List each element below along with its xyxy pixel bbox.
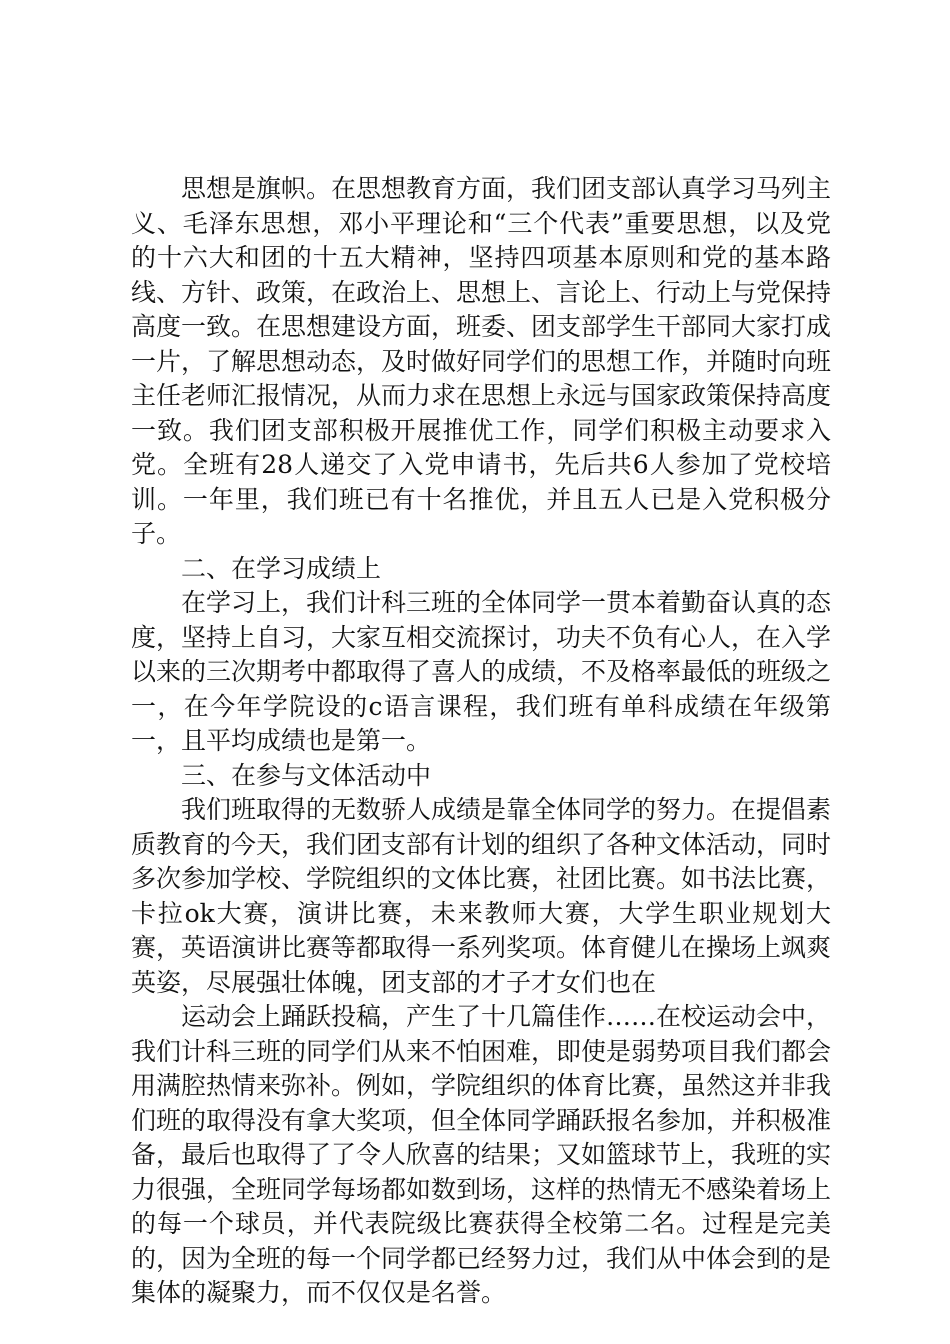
heading-study-results: 二、在学习成绩上 — [181, 553, 382, 583]
paragraph-study: 在学习上，我们计科三班的全体同学一贯本着勤奋认真的态度，坚持上自习，大家互相交流探讨，功夫不负有心人，在入学以来的三次期考中都取得了喜人的成绩，不及格率最低的班级之一，在今年学院设的c语言课程，我们班有单科成绩在年级第一，且平均成绩也是第一。 — [131, 588, 832, 755]
paragraph-ideology: 思想是旗帜。在思想教育方面，我们团支部认真学习马列主义、毛泽东思想，邓小平理论和“三个代表”重要思想，以及党的十六大和团的十五大精神，坚持四项基本原则和党的基本路线、方针、政策，在政治上、思想上、言论上、行动上与党保持高度一致。在思想建设方面，班委、团支部学生干部同大家打成一片，了解思想动态，及时做好同学们的思想工作，并随时向班主任老师汇报情况，从而力求在思想上永远与国家政策保持高度一致。我们团支部积极开展推优工作，同学们积极主动要求入党。全班有28人递交了入党申请书，先后共6人参加了党校培训。一年里，我们班已有十名推优，并且五人已是入党积极分子。 — [131, 174, 832, 548]
paragraph-activities: 我们班取得的无数骄人成绩是靠全体同学的努力。在提倡素质教育的今天，我们团支部有计划的组织了各种文体活动，同时多次参加学校、学院组织的文体比赛，社团比赛。如书法比赛，卡拉ok大赛，演讲比赛，未来教师大赛，大学生职业规划大赛，英语演讲比赛等都取得一系列奖项。体育健儿在操场上飒爽英姿，尽展强壮体魄，团支部的才子才女们也在 — [131, 795, 832, 997]
heading-cultural-sports: 三、在参与文体活动中 — [181, 760, 432, 790]
paragraph-sports-meet: 运动会上踊跃投稿，产生了十几篇佳作……在校运动会中，我们计科三班的同学们从来不怕困难，即使是弱势项目我们都会用满腔热情来弥补。例如，学院组织的体育比赛，虽然这并非我们班的取得没有拿大奖项，但全体同学踊跃报名参加，并积极准备，最后也取得了了令人欣喜的结果；又如篮球节上，我班的实力很强，全班同学每场都如数到场，这样的热情无不感染着场上的每一个球员，并代表院级比赛获得全校第二名。过程是完美的，因为全班的每一个同学都已经努力过，我们从中体会到的是集体的凝聚力，而不仅仅是名誉。 — [131, 1002, 832, 1307]
document-body — [131, 172, 831, 1311]
